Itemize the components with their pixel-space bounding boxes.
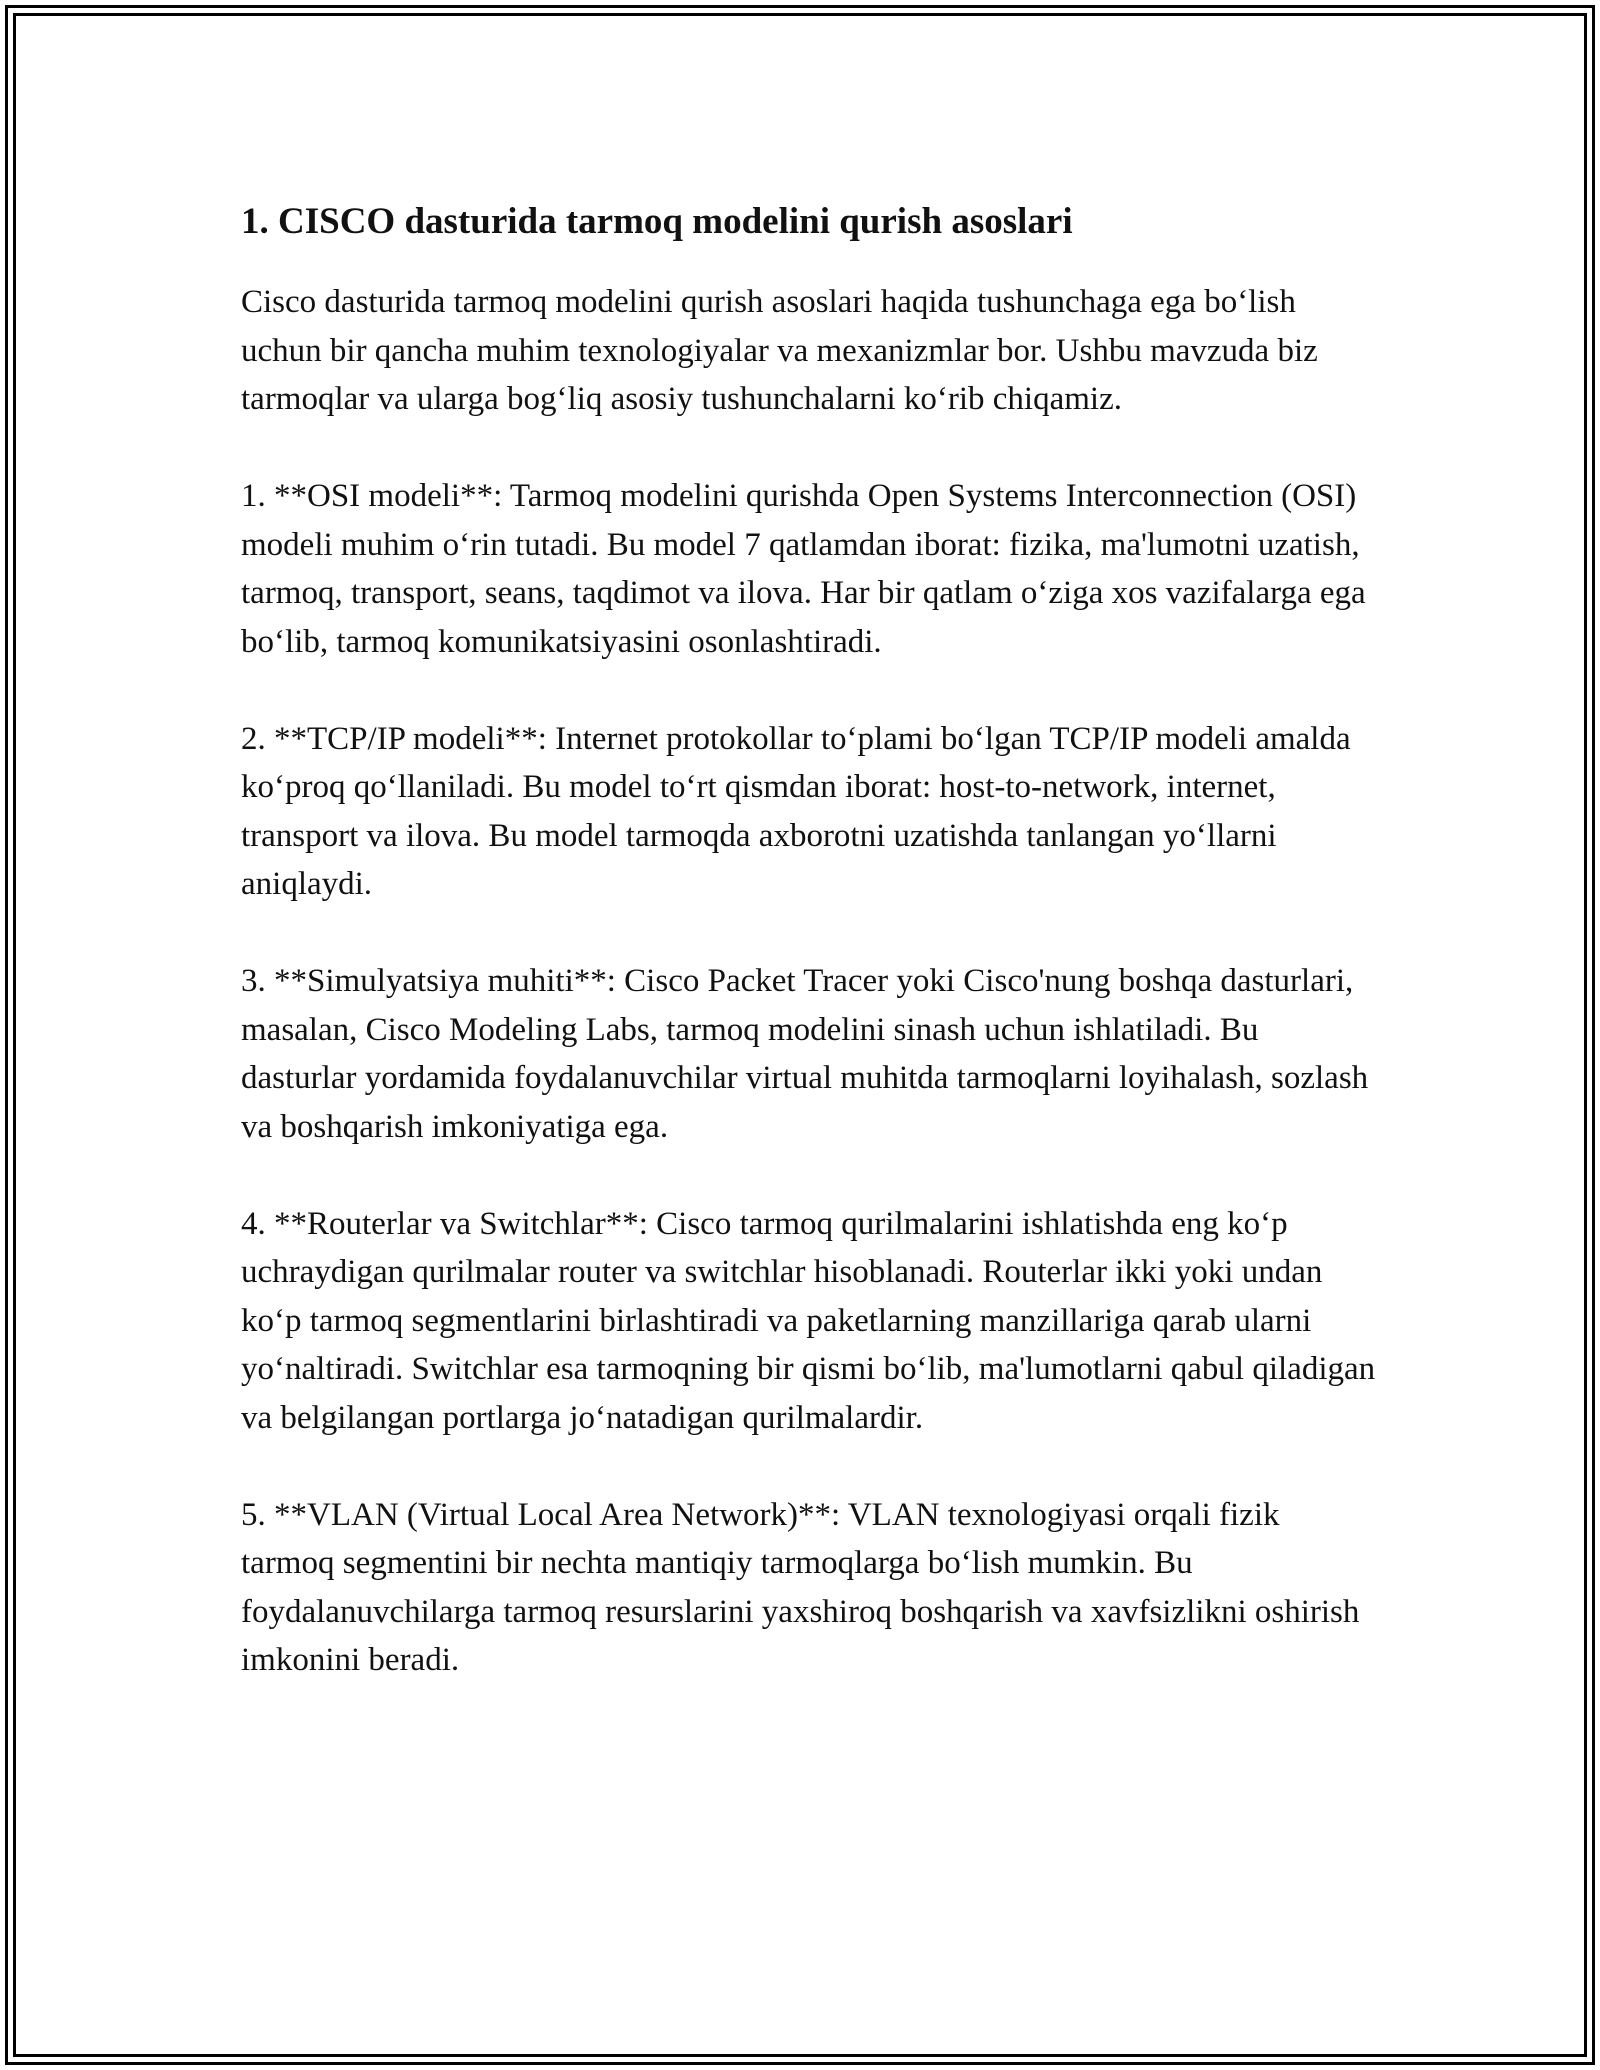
- page-border-inner: [13, 13, 1587, 2057]
- vlan-paragraph: 5. **VLAN (Virtual Local Area Network)**: VLAN texnologiyasi orqali fizik tarmoq segmentini bir nechta mantiqiy tarmoqlarga bo‘lish mumkin. Bu foydalanuvchilarga tarmoq resurslarini yaxshiroq boshqarish va xavfsizlikni oshirish imkonini beradi.: [241, 1496, 1360, 1678]
- page-border-outer: [5, 5, 1595, 2065]
- intro-paragraph: Cisco dasturida tarmoq modelini qurish asoslari haqida tushunchaga ega bo‘lish uchun bir qancha muhim texnologiyalar va mexanizmlar bor. Ushbu mavzuda biz tarmoqlar va ularga bog‘liq asosiy tushunchalarni ko‘rib chiqamiz.: [241, 284, 1318, 417]
- tcp-ip-model-paragraph: 2. **TCP/IP modeli**: Internet protokollar to‘plami bo‘lgan TCP/IP modeli amalda ko‘proq qo‘llaniladi. Bu model to‘rt qismdan iborat: host-to-network, internet, transport va ilova. Bu model tarmoqda axborotni uzatishda tanlangan yo‘llarni aniqlaydi.: [241, 720, 1351, 902]
- routers-switches-paragraph: 4. **Routerlar va Switchlar**: Cisco tarmoq qurilmalarini ishlatishda eng ko‘p uchraydigan qurilmalar router va switchlar hisoblanadi. Routerlar ikki yoki undan ko‘p tarmoq segmentlarini birlashtiradi va paketlarning manzillariga qarab ularni yo‘naltiradi. Switchlar esa tarmoqning bir qismi bo‘lib, ma'lumotlarni qabul qiladigan va belgilangan portlarga jo‘natadigan qurilmalardir.: [241, 1205, 1376, 1436]
- simulation-environment-paragraph: 3. **Simulyatsiya muhiti**: Cisco Packet Tracer yoki Cisco'nung boshqa dasturlari, masalan, Cisco Modeling Labs, tarmoq modelini sinash uchun ishlatiladi. Bu dasturlar yordamida foydalanuvchilar virtual muhitda tarmoqlarni loyihalash, sozlash va boshqarish imkoniyatiga ega.: [241, 963, 1369, 1145]
- document-body: [241, 196, 1381, 1733]
- document-title: 1. CISCO dasturida tarmoq modelini qurish asoslari: [241, 201, 1073, 242]
- osi-model-paragraph: 1. **OSI modeli**: Tarmoq modelini qurishda Open Systems Interconnection (OSI) modeli muhim o‘rin tutadi. Bu model 7 qatlamdan iborat: fizika, ma'lumotni uzatish, tarmoq, transport, seans, taqdimot va ilova. Har bir qatlam o‘ziga xos vazifalarga ega bo‘lib, tarmoq komunikatsiyasini osonlashtiradi.: [241, 478, 1366, 660]
